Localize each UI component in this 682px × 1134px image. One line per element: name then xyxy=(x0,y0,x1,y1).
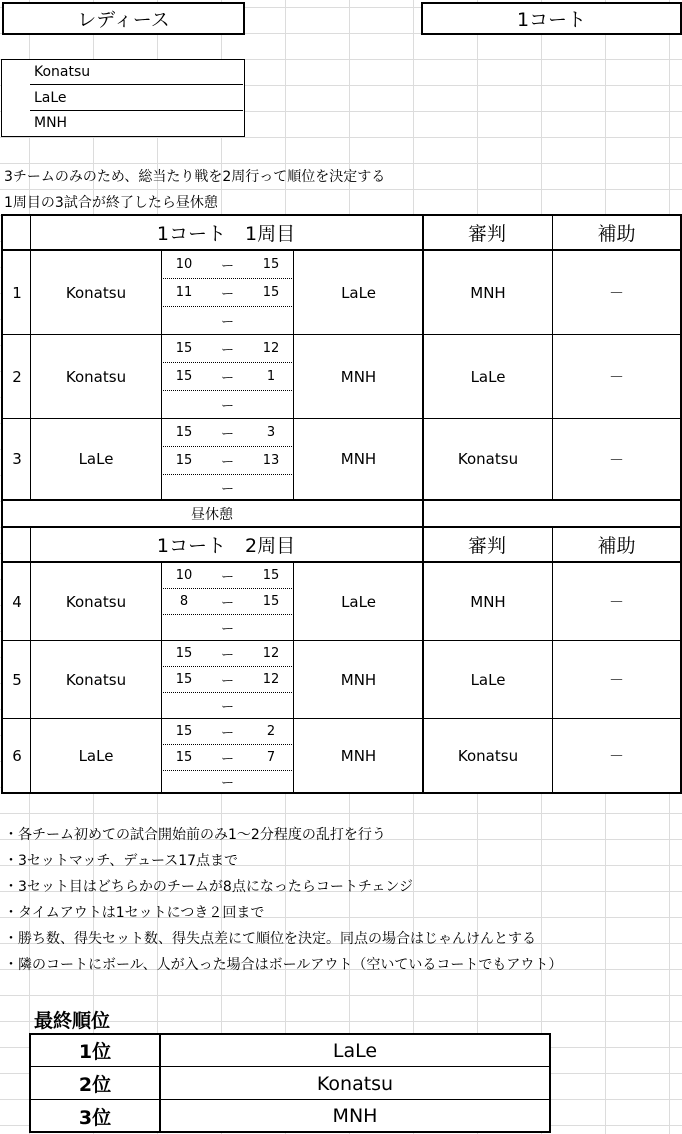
rank-team: LaLe xyxy=(161,1035,549,1067)
score-a: 15 xyxy=(175,724,193,739)
assist: － xyxy=(553,251,680,334)
match-number: 4 xyxy=(3,563,31,640)
rank-place: 1位 xyxy=(31,1035,159,1067)
team-b: MNH xyxy=(294,419,423,499)
score-a: 15 xyxy=(175,425,193,440)
rank-team: Konatsu xyxy=(161,1068,549,1100)
score-b: 3 xyxy=(266,425,276,440)
set-score-row xyxy=(161,771,294,792)
score-a: 8 xyxy=(179,594,189,609)
match-number: 2 xyxy=(3,335,31,418)
score-dash: ー xyxy=(220,726,234,741)
score-dash: ー xyxy=(220,315,234,330)
team-list-item: LaLe xyxy=(30,85,243,111)
team-a: Konatsu xyxy=(31,251,161,334)
score-dash: ー xyxy=(220,674,234,689)
assist-header: 補助 xyxy=(553,528,680,561)
format-note: 3チームのみのため、総当たり戦を2周行って順位を決定する xyxy=(4,169,386,185)
team-b: LaLe xyxy=(294,563,423,640)
score-a: 10 xyxy=(175,257,193,272)
referee: Konatsu xyxy=(423,419,553,499)
score-dash: ー xyxy=(220,481,234,497)
score-b: 12 xyxy=(262,672,280,687)
score-dash: ー xyxy=(220,371,234,386)
team-a: Konatsu xyxy=(31,641,161,718)
team-b: MNH xyxy=(294,641,423,718)
score-b: 13 xyxy=(262,453,280,468)
referee: LaLe xyxy=(423,641,553,718)
set-score-row xyxy=(161,447,294,475)
set-score-row xyxy=(161,307,294,334)
rule-item: ・3セットマッチ、デュース17点まで xyxy=(4,853,239,869)
set-score-row xyxy=(161,589,294,615)
score-a: 11 xyxy=(175,285,193,300)
rule-item: ・隣のコートにボール、人が入った場合はボールアウト（空いているコートでもアウト） xyxy=(4,957,563,973)
round1-table xyxy=(1,214,682,501)
score-dash: ー xyxy=(220,343,234,358)
team-list xyxy=(1,59,245,137)
rule-item: ・3セット目はどちらかのチームが8点になったらコートチェンジ xyxy=(4,879,414,895)
score-a: 15 xyxy=(175,369,193,384)
set-score-row xyxy=(161,391,294,418)
score-b: 15 xyxy=(262,568,280,583)
set-score-row xyxy=(161,475,294,499)
rule-item: ・タイムアウトは1セットにつき２回まで xyxy=(4,905,265,921)
assist: － xyxy=(553,563,680,640)
set-score-row xyxy=(161,279,294,307)
score-b: 12 xyxy=(262,341,280,356)
match-number: 5 xyxy=(3,641,31,718)
score-dash: ー xyxy=(220,570,234,585)
match-number: 6 xyxy=(3,719,31,792)
score-dash: ー xyxy=(220,752,234,767)
match-number: 3 xyxy=(3,419,31,499)
score-a: 15 xyxy=(175,341,193,356)
match-number: 1 xyxy=(3,251,31,334)
score-b: 7 xyxy=(266,750,276,765)
court-title: 1コート xyxy=(421,2,682,35)
score-dash: ー xyxy=(220,287,234,302)
set-score-row xyxy=(161,641,294,667)
set-score-row xyxy=(161,419,294,447)
category-title: レディース xyxy=(2,2,245,35)
referee-header: 審判 xyxy=(423,216,551,249)
rule-item: ・各チーム初めての試合開始前のみ1～2分程度の乱打を行う xyxy=(4,827,386,843)
score-b: 15 xyxy=(262,285,280,300)
final-standings-table xyxy=(29,1033,551,1133)
referee: MNH xyxy=(423,251,553,334)
set-score-row xyxy=(161,251,294,279)
score-b: 15 xyxy=(262,257,280,272)
team-a: LaLe xyxy=(31,419,161,499)
rank-place: 2位 xyxy=(31,1068,159,1100)
team-b: MNH xyxy=(294,335,423,418)
referee: Konatsu xyxy=(423,719,553,792)
score-b: 1 xyxy=(266,369,276,384)
team-b: MNH xyxy=(294,719,423,792)
round2-table xyxy=(1,526,682,794)
score-dash: ー xyxy=(220,399,234,414)
set-score-row xyxy=(161,719,294,745)
set-score-row xyxy=(161,335,294,363)
rank-place: 3位 xyxy=(31,1101,159,1131)
team-a: Konatsu xyxy=(31,563,161,640)
lunch-label: 昼休憩 xyxy=(3,501,421,526)
referee: MNH xyxy=(423,563,553,640)
score-a: 15 xyxy=(175,750,193,765)
score-dash: ー xyxy=(220,648,234,663)
score-dash: ー xyxy=(220,455,234,470)
assist: － xyxy=(553,719,680,792)
score-dash: ー xyxy=(220,700,234,715)
lunch-row xyxy=(1,499,682,528)
score-a: 15 xyxy=(175,646,193,661)
team-list-item: Konatsu xyxy=(30,60,243,85)
lunch-note: 1周目の3試合が終了したら昼休憩 xyxy=(4,195,218,211)
referee: LaLe xyxy=(423,335,553,418)
score-b: 12 xyxy=(262,646,280,661)
set-score-row xyxy=(161,563,294,589)
score-dash: ー xyxy=(220,427,234,442)
referee-header: 審判 xyxy=(423,528,551,561)
set-score-row xyxy=(161,363,294,391)
score-a: 15 xyxy=(175,672,193,687)
score-a: 15 xyxy=(175,453,193,468)
assist-header: 補助 xyxy=(553,216,680,249)
team-a: Konatsu xyxy=(31,335,161,418)
assist: － xyxy=(553,335,680,418)
score-a: 10 xyxy=(175,568,193,583)
team-list-item: MNH xyxy=(30,111,243,135)
rank-team: MNH xyxy=(161,1101,549,1131)
round2-title: 1コート 2周目 xyxy=(31,528,421,561)
score-dash: ー xyxy=(220,776,234,791)
set-score-row xyxy=(161,667,294,693)
assist: － xyxy=(553,641,680,718)
set-score-row xyxy=(161,693,294,718)
round1-title: 1コート 1周目 xyxy=(31,216,421,249)
assist: － xyxy=(553,419,680,499)
set-score-row xyxy=(161,615,294,640)
final-standings-title: 最終順位 xyxy=(34,1010,111,1032)
team-b: LaLe xyxy=(294,251,423,334)
score-dash: ー xyxy=(220,622,234,637)
score-b: 2 xyxy=(266,724,276,739)
set-score-row xyxy=(161,745,294,771)
score-dash: ー xyxy=(220,259,234,274)
score-b: 15 xyxy=(262,594,280,609)
team-a: LaLe xyxy=(31,719,161,792)
score-dash: ー xyxy=(220,596,234,611)
rule-item: ・勝ち数、得失セット数、得失点差にて順位を決定。同点の場合はじゃんけんとする xyxy=(4,931,536,947)
